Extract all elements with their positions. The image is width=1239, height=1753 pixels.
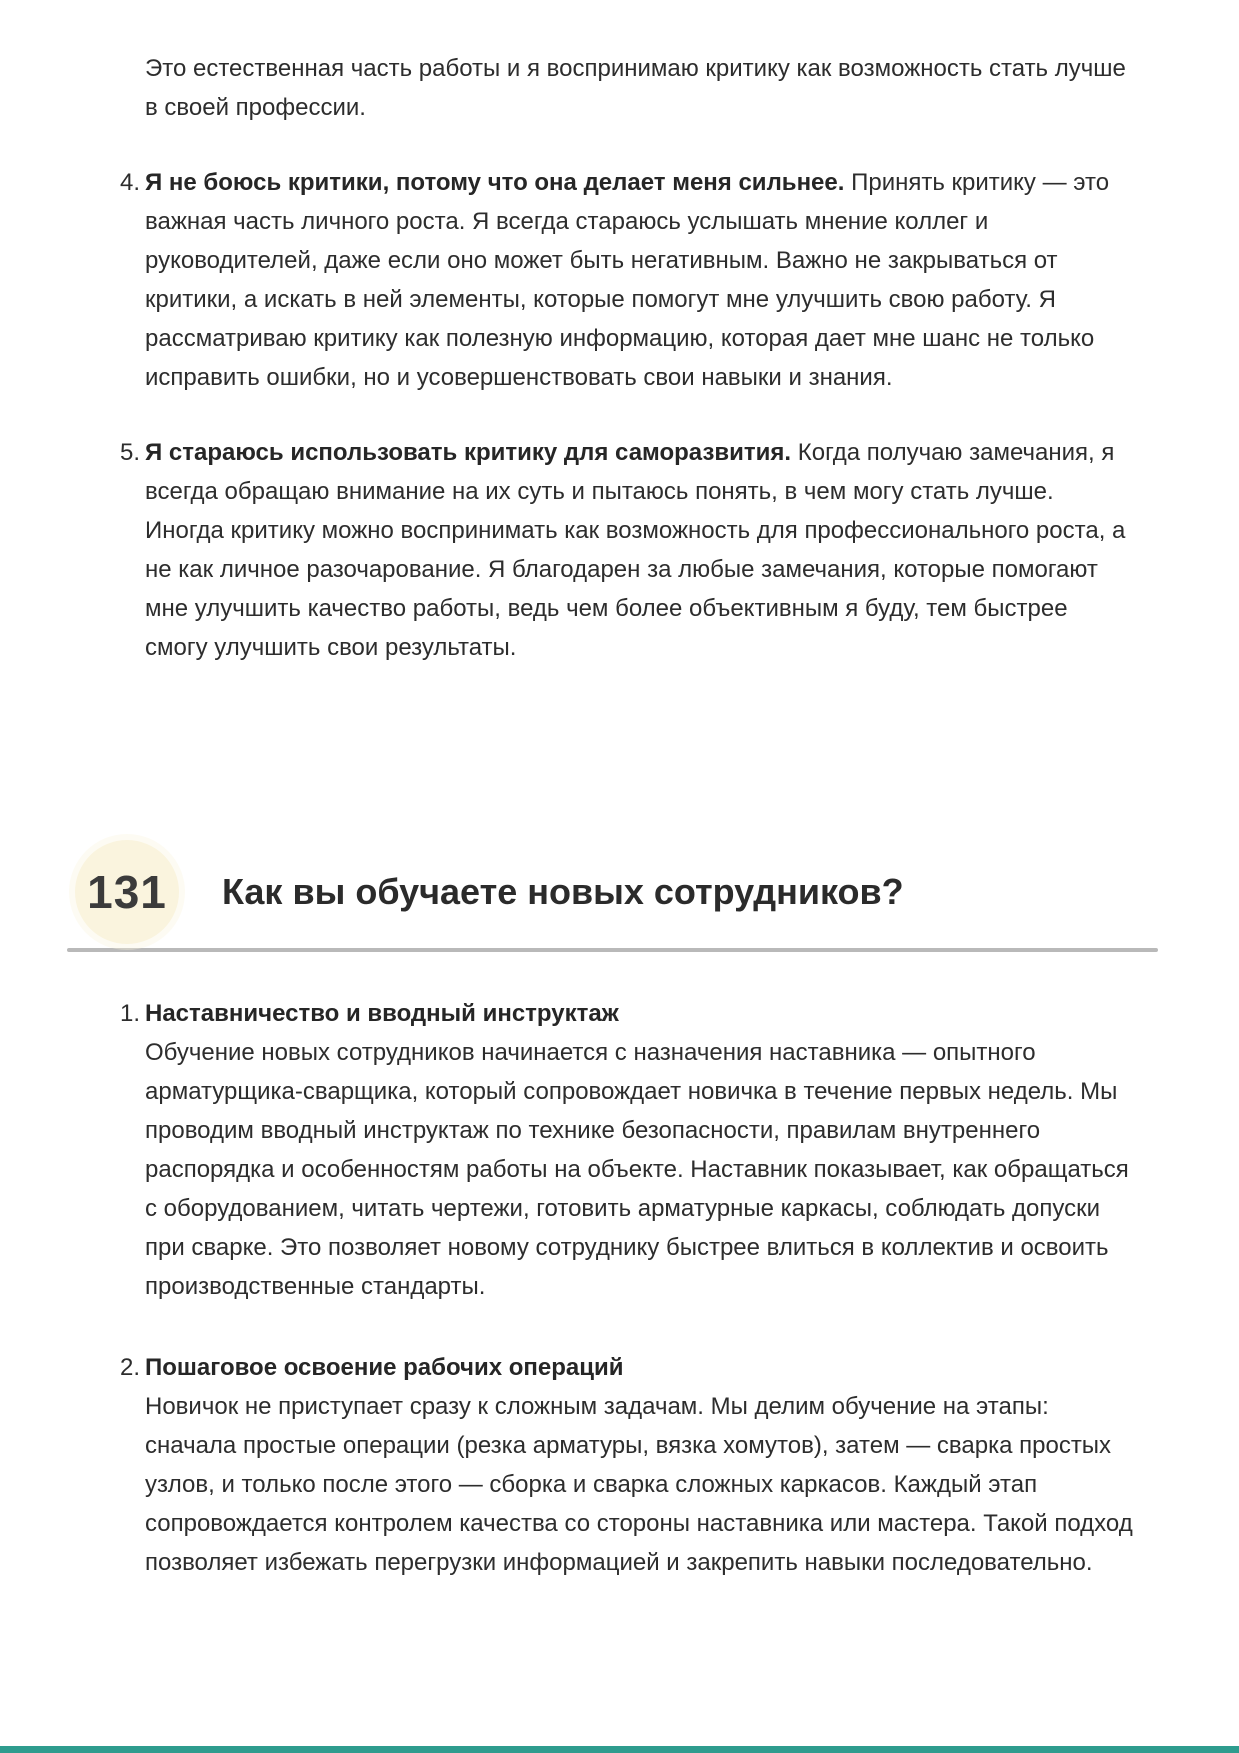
list-item-4: [0, 163, 1239, 397]
list-item-4-number: 4.: [120, 169, 141, 196]
list-item-4-lead: Я не боюсь критики, потому что она делает меня сильнее.: [145, 169, 845, 196]
list-item-4-content: [145, 163, 1135, 397]
list-item-2: [0, 1348, 1239, 1582]
list-item-2-body: Новичок не приступает сразу к сложным задачам. Мы делим обучение на этапы: сначала простые операции (резка арматуры, вязка хомутов), затем — сварка простых узлов, и только после этого — сборка и сварка сложных каркасов. Каждый этап сопровождается контролем качества со стороны наставника или мастера. Такой подход позволяет избежать перегрузки информацией и закрепить навыки последовательно.: [145, 1393, 1133, 1576]
section-header: [75, 840, 1239, 944]
list-item-2-number: 2.: [120, 1354, 141, 1381]
list-item-1: [0, 994, 1239, 1306]
section-divider: [67, 948, 1158, 952]
page-bottom-accent-bar: [0, 1746, 1239, 1753]
list-item-2-content: [145, 1348, 1135, 1582]
critique-list: [0, 163, 1239, 667]
section-title: Как вы обучаете новых сотрудников?: [222, 871, 904, 912]
question-number: 131: [87, 866, 167, 918]
list-item-4-body: Принять критику — это важная часть личного роста. Я всегда стараюсь услышать мнение коллег и руководителей, даже если оно может быть негативным. Важно не закрываться от критики, а искать в ней элементы, которые помогут мне улучшить свою работу. Я рассматриваю критику как полезную информацию, которая дает мне шанс не только исправить ошибки, но и усовершенствовать свои навыки и знания.: [145, 169, 1110, 391]
training-list: [0, 994, 1239, 1582]
list-item-1-number: 1.: [120, 1000, 141, 1027]
list-item-5: [0, 433, 1239, 667]
list-item-1-content: [145, 994, 1135, 1306]
list-item-1-body: Обучение новых сотрудников начинается с назначения наставника — опытного арматурщика-сварщика, который сопровождает новичка в течение первых недель. Мы проводим вводный инструктаж по технике безопасности, правилам внутреннего распорядка и особенностям работы на объекте. Наставник показывает, как обращаться с оборудованием, читать чертежи, готовить арматурные каркасы, соблюдать допуски при сварке. Это позволяет новому сотруднику быстрее влиться в коллектив и освоить производственные стандарты.: [145, 1039, 1129, 1300]
list-item-5-body: Когда получаю замечания, я всегда обращаю внимание на их суть и пытаюсь понять, в чем могу стать лучше. Иногда критику можно воспринимать как возможность для профессионального роста, а не как личное разочарование. Я благодарен за любые замечания, которые помогают мне улучшить качество работы, ведь чем более объективным я буду, тем быстрее смогу улучшить свои результаты.: [145, 439, 1126, 661]
question-number-badge: [75, 840, 179, 944]
list-item-1-title: Наставничество и вводный инструктаж: [145, 1000, 619, 1027]
list-item-5-content: [145, 433, 1135, 667]
intro-continuation-paragraph: Это естественная часть работы и я воспринимаю критику как возможность стать лучше в своей профессии.: [145, 55, 1126, 121]
list-item-5-lead: Я стараюсь использовать критику для саморазвития.: [145, 439, 792, 466]
list-item-2-title: Пошаговое освоение рабочих операций: [145, 1354, 624, 1381]
list-item-5-number: 5.: [120, 439, 141, 466]
